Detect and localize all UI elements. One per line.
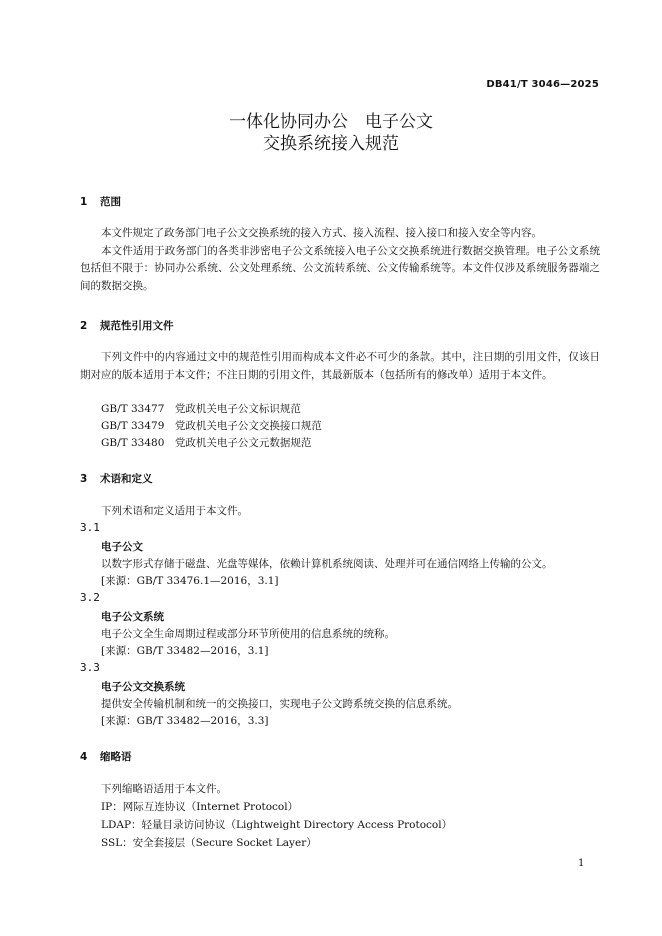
- term-number: 3.1: [80, 521, 100, 534]
- section-heading-abbreviations: [80, 749, 132, 764]
- term-number: 3.2: [80, 591, 100, 604]
- section-1-body: [80, 225, 600, 295]
- section-number: 4: [80, 751, 88, 763]
- section-2-body: [80, 349, 600, 384]
- reference-item: GB/T 33479 党政机关电子公文交换接口规范: [101, 420, 322, 432]
- page-number: 1: [578, 858, 585, 869]
- terms-intro: 下列术语和定义适用于本文件。: [101, 505, 248, 517]
- paragraph: 本文件规定了政务部门电子公文交换系统的接入方式、接入流程、接入接口和接入安全等内容。: [101, 227, 542, 239]
- term-source: [来源：GB/T 33476.1—2016，3.1]: [101, 575, 279, 587]
- term-name: 电子公文: [101, 541, 143, 553]
- abbreviations-intro: 下列缩略语适用于本文件。: [101, 783, 227, 795]
- document-title-line1: 一体化协同办公 电子公文: [229, 112, 433, 132]
- term-source: [来源：GB/T 33482—2016，3.1]: [101, 645, 269, 657]
- term-number: 3.3: [80, 661, 100, 674]
- term-definition: 电子公文全生命周期过程或部分环节所使用的信息系统的统称。: [101, 628, 395, 640]
- reference-item: GB/T 33480 党政机关电子公文元数据规范: [101, 437, 312, 449]
- reference-item: GB/T 33477 党政机关电子公文标识规范: [101, 403, 301, 415]
- document-title-line2: 交换系统接入规范: [263, 134, 399, 154]
- term-name: 电子公文系统: [101, 611, 164, 623]
- section-number: 1: [80, 196, 88, 208]
- term-definition: 提供安全传输机制和统一的交换接口，实现电子公文跨系统交换的信息系统。: [101, 698, 458, 710]
- section-heading-terms: [80, 471, 153, 486]
- section-title: 规范性引用文件: [100, 320, 174, 332]
- abbreviation-item: IP：网际互连协议（Internet Protocol）: [101, 801, 299, 813]
- section-heading-normative-references: [80, 318, 174, 333]
- section-title: 缩略语: [100, 751, 132, 763]
- section-title: 术语和定义: [100, 473, 153, 485]
- abbreviation-item: LDAP：轻量目录访问协议（Lightweight Directory Access Protocol）: [101, 819, 453, 831]
- abbreviation-item: SSL：安全套接层（Secure Socket Layer）: [101, 837, 317, 849]
- term-source: [来源：GB/T 33482—2016，3.3]: [101, 715, 269, 727]
- section-number: 2: [80, 320, 88, 332]
- term-definition: 以数字形式存储于磁盘、光盘等媒体，依赖计算机系统阅读、处理并可在通信网络上传输的公文。: [101, 558, 553, 570]
- paragraph: 下列文件中的内容通过文中的规范性引用而构成本文件必不可少的条款。其中，注日期的引用文件，仅该日期对应的版本适用于本文件；不注日期的引用文件，其最新版本（包括所有的修改单）适用于本文件。: [80, 351, 600, 381]
- section-heading-scope: [80, 194, 121, 209]
- standard-code: DB41/T 3046—2025: [486, 79, 599, 90]
- section-title: 范围: [100, 196, 121, 208]
- term-name: 电子公文交换系统: [101, 681, 185, 693]
- paragraph: 本文件适用于政务部门的各类非涉密电子公文系统接入电子公文交换系统进行数据交换管理。电子公文系统包括但不限于：协同办公系统、公文处理系统、公文流转系统、公文传输系统等。本文件仅涉及系统服务器端之间的数据交换。: [80, 244, 600, 292]
- section-number: 3: [80, 473, 88, 485]
